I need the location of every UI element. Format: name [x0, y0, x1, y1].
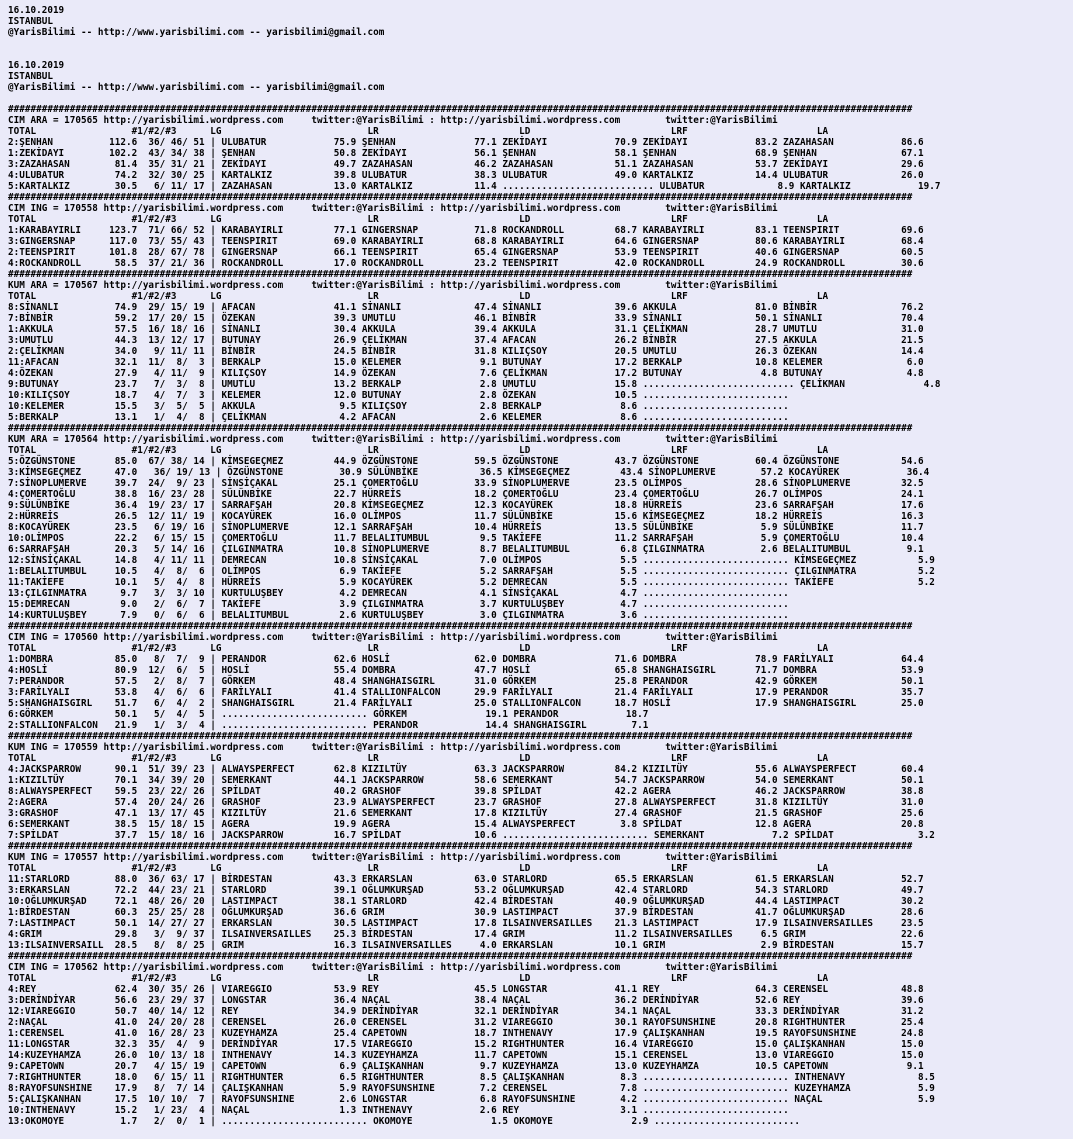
report-line: CIM ING = 170558 http://yarisbilimi.wordpress.com twitter:@YarisBilimi : http://yarisbilimi.wordpress.com twitter:@YarisBilimi	[8, 203, 778, 214]
separator-line: #################################################################################################################################################################	[8, 192, 913, 203]
report-line: 11:AFACAN 32.1 11/ 8/ 3 | BERKALP 15.0 KELEMER 9.1 BUTUNAY 17.2 BERKALP 10.8 KELEMER 6.0	[8, 357, 924, 368]
report-line: 2:STALLIONFALCON 21.9 1/ 3/ 4 | .......................... PERANDOR 14.4 SHANGHAISGIRL 7.1	[8, 720, 649, 731]
report-line: 11:TAKİEFE 10.1 5/ 4/ 8 | HÜRREİS 5.9 KOCAYÜREK 5.2 DEMRECAN 5.5 .......................... TAKİEFE 5.2	[8, 577, 935, 588]
report-line: TOTAL #1/#2/#3 LG LR LD LRF LA	[8, 643, 829, 654]
report-line: 11:STARLORD 88.0 36/ 63/ 17 | BİRDESTAN 43.3 ERKARSLAN 63.0 STARLORD 65.5 ERKARSLAN 61.5 ERKARSLAN 52.7	[8, 874, 924, 885]
report-line: 7:BİNBİR 59.2 17/ 20/ 15 | ÖZEKAN 39.3 UMUTLU 46.1 BİNBİR 33.9 SİNANLI 50.1 SİNANLI 70.4	[8, 313, 924, 324]
report-line: 9:BUTUNAY 23.7 7/ 3/ 8 | UMUTLU 13.2 BERKALP 2.8 UMUTLU 15.8 ........................... ÇELİKMAN 4.8	[8, 379, 941, 390]
report-line: KUM ARA = 170564 http://yarisbilimi.wordpress.com twitter:@YarisBilimi : http://yarisbilimi.wordpress.com twitter:@YarisBilimi	[8, 434, 778, 445]
report-line: 1:AKKULA 57.5 16/ 18/ 16 | SİNANLI 30.4 AKKULA 39.4 AKKULA 31.1 ÇELİKMAN 28.7 UMUTLU 31.0	[8, 324, 924, 335]
report-line: TOTAL #1/#2/#3 LG LR LD LRF LA	[8, 214, 829, 225]
report-line: 1:CERENSEL 41.0 16/ 28/ 23 | KUZEYHAMZA 25.4 CAPETOWN 18.7 INTHENAVY 17.9 ÇALIŞKANHAN 19.5 RAYOFSUNSHINE 24.8	[8, 1028, 924, 1039]
separator-line: #################################################################################################################################################################	[8, 423, 913, 434]
report-line: 10:OLİMPOS 22.2 6/ 15/ 15 | ÇOMERTOĞLU 11.7 BELALITUMBUL 9.5 TAKİEFE 11.2 SARRAFŞAH 5.9 ÇOMERTOĞLU 10.4	[8, 533, 924, 544]
report-line: 2:TEENSPIRIT 101.8 28/ 67/ 78 | GINGERSNAP 66.1 TEENSPIRIT 65.4 GINGERSNAP 53.9 TEENSPIRIT 40.6 GINGERSNAP 60.5	[8, 247, 924, 258]
report-line: 4:ÖZEKAN 27.9 4/ 11/ 9 | KILIÇSOY 14.9 ÖZEKAN 7.6 ÇELİKMAN 17.2 BUTUNAY 4.8 BUTUNAY 4.8	[8, 368, 924, 379]
report-line: 5:ÇALIŞKANHAN 17.5 10/ 10/ 7 | RAYOFSUNSHINE 2.6 LONGSTAR 6.8 RAYOFSUNSHINE 4.2 .......................... NAÇAL 5.9	[8, 1094, 935, 1105]
report-line: 1:BELALITUMBUL 10.5 4/ 8/ 6 | OLİMPOS 6.9 TAKİEFE 5.2 SARRAFŞAH 5.5 .......................... ÇILGINMATRA 5.2	[8, 566, 935, 577]
report-line: 3:ZAZAHASAN 81.4 35/ 31/ 21 | ZEKİDAYI 49.7 ZAZAHASAN 46.2 ZAZAHASAN 51.1 ZAZAHASAN 53.7 ZEKİDAYI 29.6	[8, 159, 924, 170]
report-line: 3:GINGERSNAP 117.0 73/ 55/ 43 | TEENSPIRIT 69.0 KARABAYIRLI 68.8 KARABAYIRLI 64.6 GINGERSNAP 80.6 KARABAYIRLI 68.4	[8, 236, 924, 247]
report-line: 2:HÜRREİS 26.5 12/ 11/ 19 | KOCAYÜREK 16.0 OLİMPOS 11.7 SÜLÜNBİKE 15.6 KİMSEGEÇMEZ 18.2 HÜRREİS 16.3	[8, 511, 924, 522]
report-line: 14:KUZEYHAMZA 26.0 10/ 13/ 18 | INTHENAVY 14.3 KUZEYHAMZA 11.7 CAPETOWN 15.1 CERENSEL 13.0 VIAREGGIO 15.0	[8, 1050, 924, 1061]
report-line: 10:KELEMER 15.5 3/ 5/ 5 | AKKULA 9.5 KILIÇSOY 2.8 BERKALP 8.6 ..........................	[8, 401, 789, 412]
report-line: 4:REY 62.4 30/ 35/ 26 | VIAREGGIO 53.9 REY 45.5 LONGSTAR 41.1 REY 64.3 CERENSEL 48.8	[8, 984, 924, 995]
report-line: 4:HOSLİ 80.9 12/ 6/ 5 | HOSLİ 55.4 DOMBRA 47.7 HOSLİ 65.8 SHANGHAISGIRL 71.7 DOMBRA 53.9	[8, 665, 924, 676]
report-line: KUM ING = 170559 http://yarisbilimi.wordpress.com twitter:@YarisBilimi : http://yarisbilimi.wordpress.com twitter:@YarisBilimi	[8, 742, 778, 753]
report-line: 3:DERİNDİYAR 56.6 23/ 29/ 37 | LONGSTAR 36.4 NAÇAL 38.4 NAÇAL 36.2 DERİNDİYAR 52.6 REY 39.6	[8, 995, 924, 1006]
report-line: 3:GRASHOF 47.1 13/ 17/ 45 | KIZILTÜY 21.6 SEMERKANT 17.8 KIZILTÜY 27.4 GRASHOF 21.5 GRASHOF 25.6	[8, 808, 924, 819]
report-line: 3:FARİLYALI 53.8 4/ 6/ 6 | FARİLYALI 41.4 STALLIONFALCON 29.9 FARİLYALI 21.4 FARİLYALI 17.9 PERANDOR 35.7	[8, 687, 924, 698]
separator-line: #################################################################################################################################################################	[8, 731, 913, 742]
report-line: 7:SİNOPLUMERVE 39.7 24/ 9/ 23 | SİNSİÇAKAL 25.1 ÇOMERTOĞLU 33.9 SİNOPLUMERVE 23.5 OLİMPOS 28.6 SİNOPLUMERVE 32.5	[8, 478, 924, 489]
report-line: 5:ÖZGÜNSTONE 85.0 67/ 38/ 14 | KİMSEGEÇMEZ 44.9 ÖZGÜNSTONE 59.5 ÖZGÜNSTONE 43.7 ÖZGÜNSTONE 60.4 ÖZGÜNSTONE 54.6	[8, 456, 924, 467]
report-line: 1:KARABAYIRLI 123.7 71/ 66/ 52 | KARABAYIRLI 77.1 GINGERSNAP 71.8 ROCKANDROLL 68.7 KARABAYIRLI 83.1 TEENSPIRIT 69.6	[8, 225, 924, 236]
report-line: 2:ŞENHAN 112.6 36/ 46/ 51 | ULUBATUR 75.9 ŞENHAN 77.1 ZEKİDAYI 70.9 ZEKİDAYI 83.2 ZAZAHASAN 86.6	[8, 137, 924, 148]
report-line: 5:SHANGHAISGIRL 51.7 6/ 4/ 2 | SHANGHAISGIRL 21.4 FARİLYALI 25.0 STALLIONFALCON 18.7 HOSLİ 17.9 SHANGHAISGIRL 25.0	[8, 698, 924, 709]
report-line: 4:ÇOMERTOĞLU 38.8 16/ 23/ 28 | SÜLÜNBİKE 22.7 HÜRREİS 18.2 ÇOMERTOĞLU 23.4 ÇOMERTOĞLU 26.7 OLİMPOS 24.1	[8, 489, 924, 500]
report-line: 8:KOCAYÜREK 23.5 6/ 19/ 16 | SİNOPLUMERVE 12.1 SARRAFŞAH 10.4 HÜRREİS 13.5 SÜLÜNBİKE 5.9 SÜLÜNBİKE 11.7	[8, 522, 924, 533]
report-line: 7:RIGHTHUNTER 18.0 6/ 15/ 11 | RIGHTHUNTER 6.5 RIGHTHUNTER 8.5 ÇALIŞKANHAN 8.3 .......................... INTHENAVY 8.5	[8, 1072, 935, 1083]
report-line: 11:LONGSTAR 32.3 35/ 4/ 9 | DERİNDİYAR 17.5 VIAREGGIO 15.2 RIGHTHUNTER 16.4 VIAREGGIO 15.0 ÇALIŞKANHAN 15.0	[8, 1039, 924, 1050]
report-line: TOTAL #1/#2/#3 LG LR LD LRF LA	[8, 126, 829, 137]
report-line: 8:RAYOFSUNSHINE 17.9 8/ 7/ 14 | ÇALIŞKANHAN 5.9 RAYOFSUNSHINE 7.2 CERENSEL 7.8 .......................... KUZEYHAMZA 5.9	[8, 1083, 935, 1094]
report-line: TOTAL #1/#2/#3 LG LR LD LRF LA	[8, 445, 829, 456]
report-line: ISTANBUL	[8, 16, 53, 27]
report-line: 5:KARTALKIZ 30.5 6/ 11/ 17 | ZAZAHASAN 13.0 KARTALKIZ 11.4 ........................... ULUBATUR 8.9 KARTALKIZ 19.7	[8, 181, 941, 192]
report-line: 4:GRIM 29.8 3/ 9/ 37 | ILSAINVERSAILLES 25.3 BİRDESTAN 17.4 GRIM 11.2 ILSAINVERSAILLES 6.5 GRIM 22.6	[8, 929, 924, 940]
report-line: 7:SPİLDAT 37.7 15/ 18/ 16 | JACKSPARROW 16.7 SPİLDAT 10.6 .......................... SEMERKANT 7.2 SPİLDAT 3.2	[8, 830, 935, 841]
report-line: CIM ARA = 170565 http://yarisbilimi.wordpress.com twitter:@YarisBilimi : http://yarisbilimi.wordpress.com twitter:@YarisBilimi	[8, 115, 778, 126]
report-line: 10:OĞLUMKURŞAD 72.1 48/ 26/ 20 | LASTIMPACT 38.1 STARLORD 42.4 BİRDESTAN 40.9 OĞLUMKURŞAD 44.4 LASTIMPACT 30.2	[8, 896, 924, 907]
report-line: 9:CAPETOWN 20.7 4/ 15/ 19 | CAPETOWN 6.9 ÇALIŞKANHAN 9.7 KUZEYHAMZA 13.0 KUZEYHAMZA 10.5 CAPETOWN 9.1	[8, 1061, 924, 1072]
separator-line: #################################################################################################################################################################	[8, 621, 913, 632]
report-line: 8:ALWAYSPERFECT 59.5 23/ 22/ 26 | SPİLDAT 40.2 GRASHOF 39.8 SPİLDAT 42.2 AGERA 46.2 JACKSPARROW 38.8	[8, 786, 924, 797]
report-line: 16.10.2019	[8, 60, 65, 71]
report-line: TOTAL #1/#2/#3 LG LR LD LRF LA	[8, 863, 829, 874]
report-line: TOTAL #1/#2/#3 LG LR LD LRF LA	[8, 291, 829, 302]
report-line: CIM ING = 170560 http://yarisbilimi.wordpress.com twitter:@YarisBilimi : http://yarisbilimi.wordpress.com twitter:@YarisBilimi	[8, 632, 778, 643]
report-line: 2:NAÇAL 41.0 24/ 20/ 28 | CERENSEL 26.0 CERENSEL 31.2 VIAREGGIO 30.1 RAYOFSUNSHINE 20.8 RIGHTHUNTER 25.4	[8, 1017, 924, 1028]
report-line: 3:ERKARSLAN 72.2 44/ 23/ 21 | STARLORD 39.1 OĞLUMKURŞAD 53.2 OĞLUMKURŞAD 42.4 STARLORD 54.3 STARLORD 49.7	[8, 885, 924, 896]
report-line: 16.10.2019	[8, 5, 65, 16]
report-line: TOTAL #1/#2/#3 LG LR LD LRF LA	[8, 753, 829, 764]
report-line: 12:VIAREGGIO 50.7 40/ 14/ 12 | REY 34.9 DERİNDİYAR 32.1 DERİNDİYAR 34.1 NAÇAL 33.3 DERİNDİYAR 31.2	[8, 1006, 924, 1017]
separator-line: #################################################################################################################################################################	[8, 841, 913, 852]
report-line: CIM ING = 170562 http://yarisbilimi.wordpress.com twitter:@YarisBilimi : http://yarisbilimi.wordpress.com twitter:@YarisBilimi	[8, 962, 778, 973]
report-line: 8:SİNANLI 74.9 29/ 15/ 19 | AFACAN 41.1 SİNANLI 47.4 SİNANLI 39.6 AKKULA 81.0 BİNBİR 76.2	[8, 302, 924, 313]
separator-line: #################################################################################################################################################################	[8, 269, 913, 280]
report-line: ISTANBUL	[8, 71, 53, 82]
report-line: 4:ULUBATUR 74.2 32/ 30/ 25 | KARTALKIZ 39.8 ULUBATUR 38.3 ULUBATUR 49.0 KARTALKIZ 14.4 ULUBATUR 26.0	[8, 170, 924, 181]
report-line: 6:GÖRKEM 50.1 5/ 4/ 5 | .......................... GÖRKEM 19.1 PERANDOR 18.7	[8, 709, 649, 720]
report-line: 13:ÇILGINMATRA 9.7 3/ 3/ 10 | KURTULUŞBEY 4.2 DEMRECAN 4.1 SİNSİÇAKAL 4.7 ..........................	[8, 588, 789, 599]
report-line: @YarisBilimi -- http://www.yarisbilimi.com -- yarisbilimi@gmail.com	[8, 82, 385, 93]
report-line: 9:SÜLÜNBİKE 36.4 19/ 23/ 17 | SARRAFŞAH 20.8 KİMSEGEÇMEZ 12.3 KOCAYÜREK 18.8 HÜRREİS 23.6 SARRAFŞAH 17.6	[8, 500, 924, 511]
report-line: 7:LASTIMPACT 50.1 14/ 27/ 27 | ERKARSLAN 30.5 LASTIMPACT 17.8 ILSAINVERSAILLES 21.3 LASTIMPACT 17.9 ILSAINVERSAILLES 23.5	[8, 918, 924, 929]
report-line: 4:JACKSPARROW 90.1 51/ 39/ 23 | ALWAYSPERFECT 62.8 KIZILTÜY 63.3 JACKSPARROW 84.2 KIZILTÜY 55.6 ALWAYSPERFECT 60.4	[8, 764, 924, 775]
report-line: 6:SARRAFŞAH 20.3 5/ 14/ 16 | ÇILGINMATRA 10.8 SİNOPLUMERVE 8.7 BELALITUMBUL 6.8 ÇILGINMATRA 2.6 BELALITUMBUL 9.1	[8, 544, 924, 555]
report-line: 2:AGERA 57.4 20/ 24/ 26 | GRASHOF 23.9 ALWAYSPERFECT 23.7 GRASHOF 27.8 ALWAYSPERFECT 31.8 KIZILTÜY 31.0	[8, 797, 924, 808]
report-line: 13:ILSAINVERSAILL 28.5 8/ 8/ 25 | GRIM 16.3 ILSAINVERSAILLES 4.0 ERKARSLAN 10.1 GRIM 2.9 BİRDESTAN 15.7	[8, 940, 924, 951]
report-line: 10:KILIÇSOY 18.7 4/ 7/ 3 | KELEMER 12.0 BUTUNAY 2.8 ÖZEKAN 10.5 ..........................	[8, 390, 789, 401]
report-line: 3:UMUTLU 44.3 13/ 12/ 17 | BUTUNAY 26.9 ÇELİKMAN 37.4 AFACAN 26.2 BİNBİR 27.5 AKKULA 21.5	[8, 335, 924, 346]
report-line: 10:INTHENAVY 15.2 1/ 23/ 4 | NAÇAL 1.3 INTHENAVY 2.6 REY 3.1 ..........................	[8, 1105, 789, 1116]
report-line: TOTAL #1/#2/#3 LG LR LD LRF LA	[8, 973, 829, 984]
report-line: 1:ZEKİDAYI 102.2 43/ 34/ 38 | ŞENHAN 50.8 ZEKİDAYI 56.1 ŞENHAN 58.1 ŞENHAN 68.9 ŞENHAN 67.1	[8, 148, 924, 159]
report-line: KUM ING = 170557 http://yarisbilimi.wordpress.com twitter:@YarisBilimi : http://yarisbilimi.wordpress.com twitter:@YarisBilimi	[8, 852, 778, 863]
report-line: 3:KİMSEGEÇMEZ 47.0 36/ 19/ 13 | ÖZGÜNSTONE 30.9 SÜLÜNBİKE 36.5 KİMSEGEÇMEZ 43.4 SİNOPLUMERVE 57.2 KOCAYÜREK 36.4	[8, 467, 930, 478]
report-line: 13:OKOMOYE 1.7 2/ 0/ 1 | .......................... OKOMOYE 1.5 OKOMOYE 2.9 ..........................	[8, 1116, 801, 1127]
report-line: 15:DEMRECAN 9.0 2/ 6/ 7 | TAKİEFE 3.9 ÇILGINMATRA 3.7 KURTULUŞBEY 4.7 ..........................	[8, 599, 789, 610]
report-line: 1:KIZILTÜY 70.1 34/ 39/ 20 | SEMERKANT 44.1 JACKSPARROW 58.6 SEMERKANT 54.7 JACKSPARROW 54.0 SEMERKANT 50.1	[8, 775, 924, 786]
report-line: 1:BİRDESTAN 60.3 25/ 25/ 28 | OĞLUMKURŞAD 36.6 GRIM 30.9 LASTIMPACT 37.9 BİRDESTAN 41.7 OĞLUMKURŞAD 28.6	[8, 907, 924, 918]
separator-line: #################################################################################################################################################################	[8, 104, 913, 115]
report-line: 6:SEMERKANT 38.5 15/ 18/ 15 | AGERA 19.9 AGERA 15.4 ALWAYSPERFECT 3.8 SPİLDAT 12.8 AGERA 20.8	[8, 819, 924, 830]
report-line: 12:SİNSİÇAKAL 14.8 4/ 11/ 11 | DEMRECAN 10.8 SİNSİÇAKAL 7.0 OLİMPOS 5.5 .......................... KİMSEGEÇMEZ 5.9	[8, 555, 935, 566]
report-line: @YarisBilimi -- http://www.yarisbilimi.com -- yarisbilimi@gmail.com	[8, 27, 385, 38]
report-line: 5:BERKALP 13.1 1/ 4/ 8 | ÇELİKMAN 4.2 AFACAN 2.6 KELEMER 8.6 ..........................	[8, 412, 789, 423]
report-line: 7:PERANDOR 57.5 2/ 8/ 7 | GÖRKEM 48.4 SHANGHAISGIRL 31.0 GÖRKEM 25.8 PERANDOR 42.9 GÖRKEM 50.1	[8, 676, 924, 687]
separator-line: #################################################################################################################################################################	[8, 951, 913, 962]
report-line: KUM ARA = 170567 http://yarisbilimi.wordpress.com twitter:@YarisBilimi : http://yarisbilimi.wordpress.com twitter:@YarisBilimi	[8, 280, 778, 291]
report-line: 14:KURTULUŞBEY 7.9 0/ 6/ 6 | BELALITUMBUL 2.6 KURTULUŞBEY 3.0 ÇILGINMATRA 3.6 ..........................	[8, 610, 789, 621]
report-line: 1:DOMBRA 85.0 8/ 7/ 9 | PERANDOR 62.6 HOSLİ 62.0 DOMBRA 71.6 DOMBRA 78.9 FARİLYALI 64.4	[8, 654, 924, 665]
report-line: 4:ROCKANDROLL 58.5 37/ 21/ 36 | ROCKANDROLL 17.0 ROCKANDROLL 23.2 TEENSPIRIT 42.0 ROCKANDROLL 24.9 ROCKANDROLL 30.6	[8, 258, 924, 269]
report-line: 2:ÇELİKMAN 34.0 9/ 11/ 11 | BİNBİR 24.5 BİNBİR 31.8 KILIÇSOY 20.5 UMUTLU 26.3 ÖZEKAN 14.4	[8, 346, 924, 357]
